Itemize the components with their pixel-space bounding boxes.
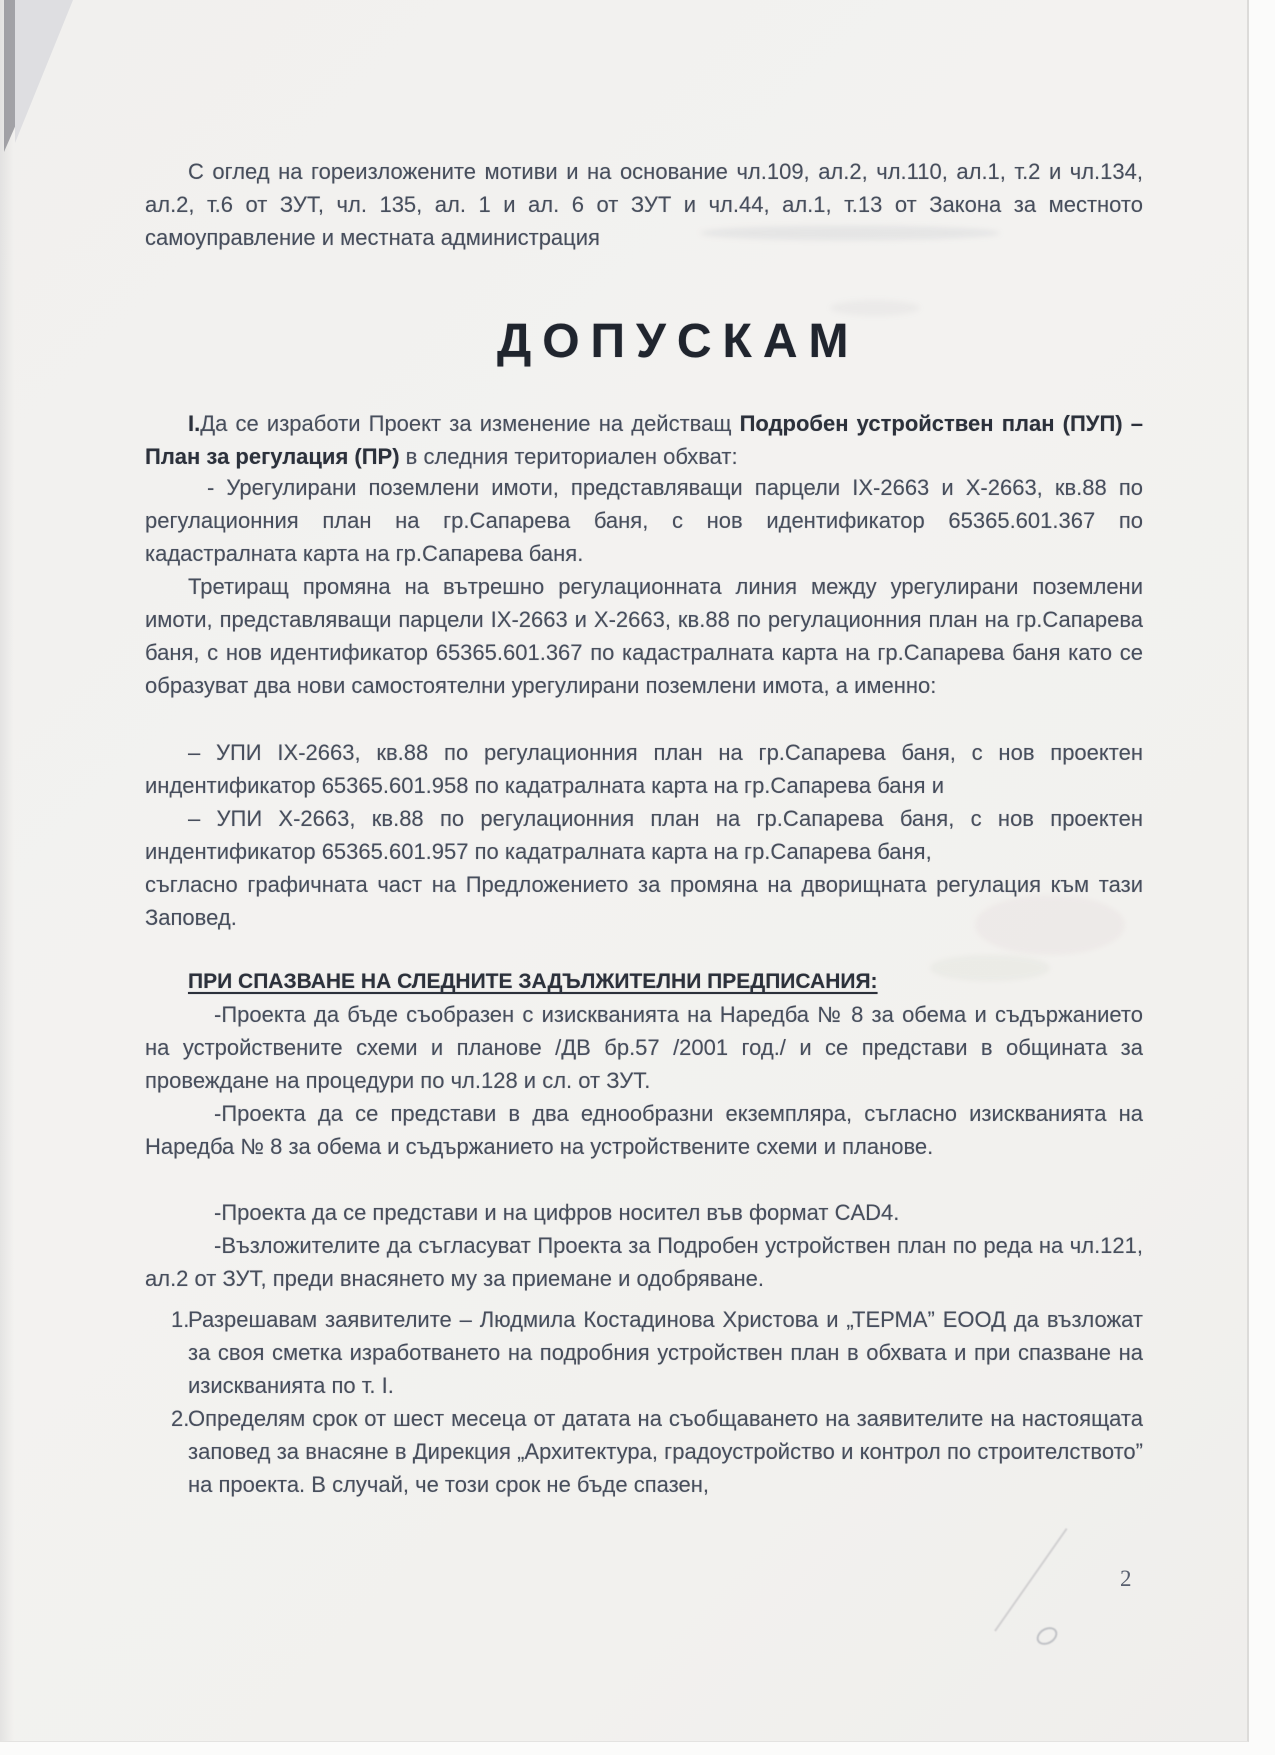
list-item-number: 2. <box>171 1406 190 1431</box>
paragraph-upi-ix: – УПИ IX-2663, кв.88 по регулационния план на гр.Сапарева баня, с нов проектен индентификатор 65365.601.958 по кадатралната карта на гр.Сапарева баня и <box>145 740 1143 798</box>
bleedthrough-smudge <box>700 226 1000 240</box>
scope-lead: Да се изработи Проект за изменение на действащ <box>200 411 740 436</box>
requirement-item: -Проекта да се представи в два еднообразни екземпляра, съгласно изискванията на Наредба № 8 за обема и съдържанието на устройствените схеми и планове. <box>145 1101 1143 1159</box>
scope-tail: в следния териториален обхват: <box>399 444 738 469</box>
paragraph-scope <box>145 407 1143 473</box>
bleedthrough-smudge <box>830 300 920 316</box>
paragraph-upi-x: – УПИ X-2663, кв.88 по регулационния план на гр.Сапарева баня, с нов проектен индентификатор 65365.601.957 по кадатралната карта на гр.Сапарева баня, <box>145 806 1143 864</box>
requirements-heading: ПРИ СПАЗВАНЕ НА СЛЕДНИТЕ ЗАДЪЛЖИТЕЛНИ ПРЕДПИСАНИЯ: <box>188 970 878 993</box>
point-i-marker: I. <box>188 411 201 436</box>
list-item-text: Определям срок от шест месеца от датата на съобщаването на заявителите на настоящата заповед за внасяне в Дирекция „Архитектура, градоустройство и контрол по строителството” на проекта. В случай, че този срок не бъде спазен, <box>188 1406 1143 1497</box>
list-item-number: 1. <box>171 1307 190 1332</box>
paragraph-treating-change: Третиращ промяна на вътрешно регулационната линия между урегулирани поземлени имоти, представляващи парцели IX-2663 и X-2663, кв.88 по регулационния план на гр.Сапарева баня, с нов идентификатор 65365.601.367 по кадастралната карта на гр.Сапарева баня като се образуват два нови самостоятелни урегулирани поземлени имота, а именно: <box>145 574 1143 698</box>
list-item-text: Разрешавам заявителите – Людмила Костадинова Христова и „ТЕРМА” ЕООД да възложат за своя сметка изработването на подробния устройствен план в обхвата и при спазване на изискванията по т. I. <box>188 1307 1143 1398</box>
document-heading: ДОПУСКАМ <box>497 315 860 368</box>
bleedthrough-smudge <box>930 955 1050 981</box>
intro-text: С оглед на гореизложените мотиви и на основание чл.109, ал.2, чл.110, ал.1, т.2 и чл.134, ал.2, т.6 от ЗУТ, чл. 135, ал. 1 и ал. 6 от ЗУТ и чл.44, ал.1, т.13 от Закона за местното самоуправление и местната администрация <box>145 159 1143 250</box>
list-item <box>145 1303 1143 1402</box>
intro-paragraph <box>145 155 1143 254</box>
page-number: 2 <box>1120 1566 1132 1591</box>
paragraph-graphic-part: съгласно графичната част на Предложението за промяна на дворищната регулация към тази Заповед. <box>145 872 1143 930</box>
requirement-item: -Проекта да се представи и на цифров носител във формат CAD4. <box>214 1200 900 1225</box>
requirement-item: -Проекта да бъде съобразен с изискванията на Наредба № 8 за обема и съдържанието на устройствените схеми и планове /ДВ бр.57 /2001 год./ и се представи в общината за провеждане на процедури по чл.128 и сл. от ЗУТ. <box>145 1002 1143 1093</box>
requirement-item: -Възложителите да съгласуват Проекта за Подробен устройствен план по реда на чл.121, ал.2 от ЗУТ, преди внасянето му за приемане и одобряване. <box>145 1233 1143 1291</box>
bleedthrough-smudge <box>975 895 1125 955</box>
corner-fold <box>15 0 73 143</box>
paragraph-regulated-properties: - Урегулирани поземлени имоти, представляващи парцели IX-2663 и X-2663, кв.88 по регулационния план на гр.Сапарева баня, с нов идентификатор 65365.601.367 по кадастралната карта на гр.Сапарева баня. <box>145 475 1143 566</box>
list-item <box>145 1402 1143 1501</box>
plan-name-bold: Подробен устройствен план (ПУП) – План за регулация (ПР) <box>145 411 1144 469</box>
